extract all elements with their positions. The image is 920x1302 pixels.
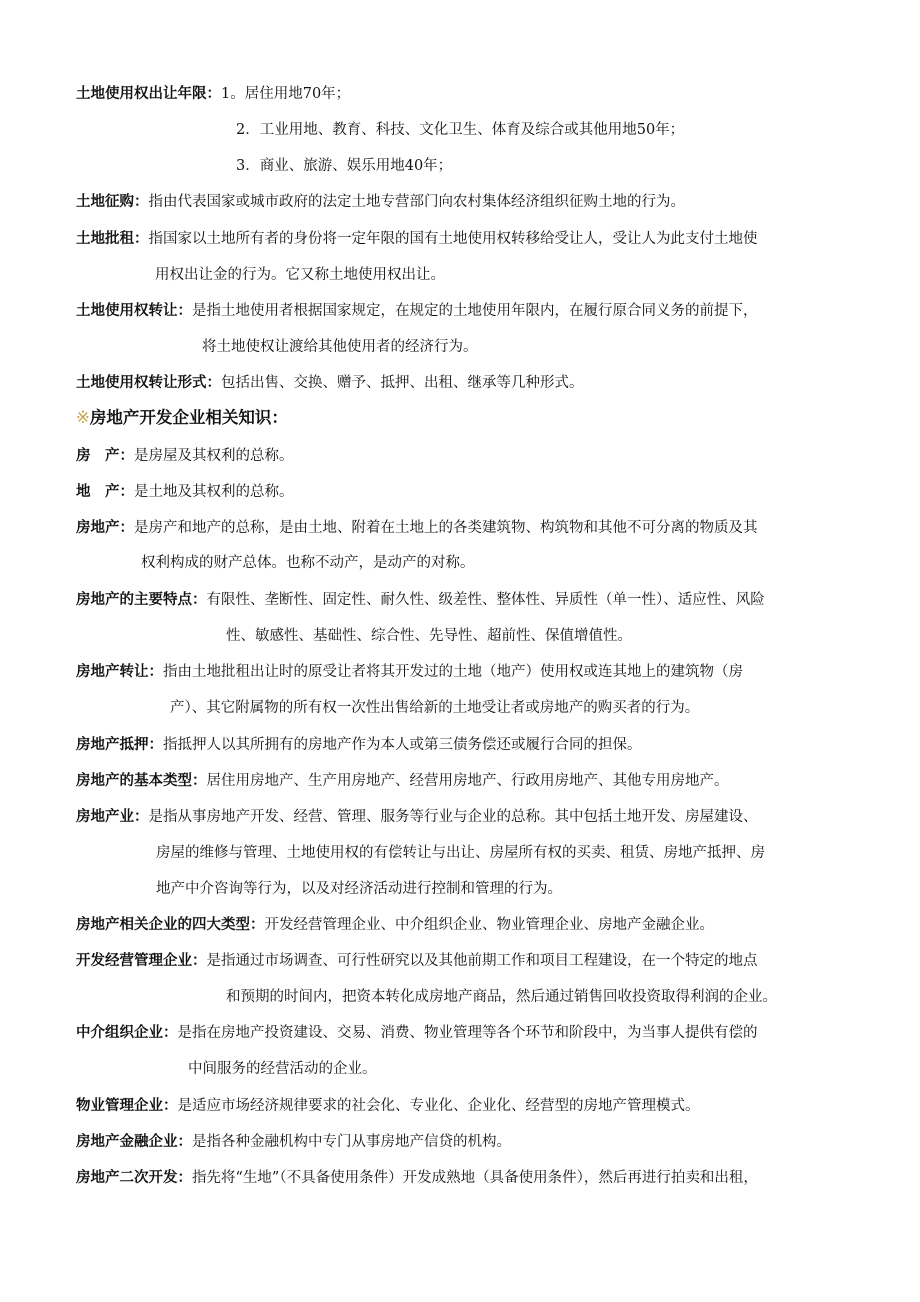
def-dichan-term: 地 产：: [76, 484, 134, 500]
def-fangchan-term: 房 产：: [76, 448, 134, 464]
land-transfer-forms-text: 包括出售、交换、赠予、抵押、出租、继承等几种形式。: [221, 375, 584, 391]
def-developer-line-1: [76, 951, 758, 971]
land-lease-line-1: [76, 229, 758, 249]
def-transfer-line-1: [76, 662, 743, 682]
def-agency-text-1: 是指在房地产投资建设、交易、消费、物业管理等各个环节和阶段中，为当事人提供有偿的: [177, 1025, 758, 1041]
land-term-term: 土地使用权出让年限：: [76, 86, 221, 102]
land-lease-text-2: 用权出让金的行为。它又称土地使用权出让。: [155, 267, 445, 283]
def-real-estate-line-2: [141, 553, 475, 573]
land-term-line-1: [76, 84, 350, 104]
land-transfer-line-2: [202, 337, 478, 357]
def-fangchan-text: 是房屋及其权利的总称。: [134, 448, 294, 464]
land-acquisition-line: [76, 192, 685, 212]
def-types-term: 房地产的基本类型：: [76, 773, 207, 789]
def-industry-text-2: 房屋的维修与管理、土地使用权的有偿转让与出让、房屋所有权的买卖、租赁、房地产抵押、房: [156, 845, 765, 861]
land-term-line-2: [236, 120, 684, 140]
def-real-estate-term: 房地产：: [76, 520, 134, 536]
def-types-text: 居住用房地产、生产用房地产、经营用房地产、行政用房地产、其他专用房地产。: [206, 773, 729, 789]
land-transfer-term: 土地使用权转让：: [76, 303, 192, 319]
def-dichan-line: [76, 482, 294, 502]
def-fangchan-line: [76, 446, 294, 466]
def-property-mgmt-line: [76, 1096, 700, 1116]
def-developer-line-2: [226, 987, 777, 1007]
land-term-item-3: 3．商业、旅游、娱乐用地40年；: [236, 158, 453, 174]
def-features-text-2: 性、敏感性、基础性、综合性、先导性、超前性、保值增值性。: [226, 628, 632, 644]
def-industry-text-3: 地产中介咨询等行为，以及对经济活动进行控制和管理的行为。: [156, 881, 562, 897]
land-transfer-text-2: 将土地使权让渡给其他使用者的经济行为。: [202, 339, 478, 355]
def-industry-term: 房地产业：: [76, 809, 149, 825]
land-transfer-text-1: 是指土地使用者根据国家规定，在规定的土地使用年限内，在履行原合同义务的前提下，: [192, 303, 758, 319]
def-industry-line-1: [76, 807, 758, 827]
def-transfer-term: 房地产转让：: [76, 664, 163, 680]
land-term-item-1: 1。居住用地70年；: [221, 86, 351, 102]
def-property-mgmt-text: 是适应市场经济规律要求的社会化、专业化、企业化、经营型的房地产管理模式。: [177, 1098, 700, 1114]
def-secondary-dev-term: 房地产二次开发：: [76, 1170, 192, 1186]
def-real-estate-text-2: 权利构成的财产总体。也称不动产，是动产的对称。: [141, 555, 475, 571]
def-finance-term: 房地产金融企业：: [76, 1134, 192, 1150]
def-mortgage-line: [76, 735, 642, 755]
land-term-item-2: 2．工业用地、教育、科技、文化卫生、体育及综合或其他用地50年；: [236, 122, 685, 138]
def-agency-text-2: 中间服务的经营活动的企业。: [188, 1061, 377, 1077]
def-transfer-text-2: 产）、其它附属物的所有权一次性出售给新的土地受让者或房地产的购买者的行为。: [170, 700, 700, 716]
def-four-types-text: 开发经营管理企业、中介组织企业、物业管理企业、房地产金融企业。: [264, 917, 714, 933]
land-lease-text-1: 指国家以土地所有者的身份将一定年限的国有土地使用权转移给受让人，受让人为此支付土地使: [148, 231, 758, 247]
def-developer-text-2: 和预期的时间内，把资本转化成房地产商品，然后通过销售回收投资取得利润的企业。: [226, 989, 777, 1005]
def-industry-text-1: 是指从事房地产开发、经营、管理、服务等行业与企业的总称。其中包括土地开发、房屋建设、: [148, 809, 758, 825]
def-features-term: 房地产的主要特点：: [76, 592, 207, 608]
def-four-types-line: [76, 915, 714, 935]
land-transfer-line-1: [76, 301, 758, 321]
def-real-estate-text-1: 是房产和地产的总称，是由土地、附着在土地上的各类建筑物、构筑物和其他不可分离的物质及其: [134, 520, 758, 536]
def-agency-line-2: [188, 1059, 377, 1079]
def-real-estate-line-1: [76, 518, 758, 538]
land-lease-term: 土地批租：: [76, 231, 149, 247]
section-title: 房地产开发企业相关知识：: [89, 408, 288, 427]
land-term-line-3: [236, 156, 452, 176]
reference-mark-icon: ※: [76, 408, 90, 427]
land-acquisition-text: 指由代表国家或城市政府的法定土地专营部门向农村集体经济组织征购土地的行为。: [148, 194, 685, 210]
def-mortgage-text: 指抵押人以其所拥有的房地产作为本人或第三债务偿还或履行合同的担保。: [163, 737, 642, 753]
def-secondary-dev-text: 指先将“生地”（不具备使用条件）开发成熟地（具备使用条件），然后再进行拍卖和出租，: [192, 1170, 758, 1186]
def-features-line-2: [226, 626, 632, 646]
def-agency-term: 中介组织企业：: [76, 1025, 178, 1041]
def-features-line-1: [76, 590, 765, 610]
def-developer-text-1: 是指通过市场调查、可行性研究以及其他前期工作和项目工程建设，在一个特定的地点: [206, 953, 758, 969]
land-lease-line-2: [155, 265, 445, 285]
land-transfer-forms-line: [76, 373, 584, 393]
section-heading: [76, 408, 288, 428]
def-transfer-text-1: 指由土地批租出让时的原受让者将其开发过的土地（地产）使用权或连其地上的建筑物（房: [163, 664, 743, 680]
def-finance-line: [76, 1132, 511, 1152]
def-property-mgmt-term: 物业管理企业：: [76, 1098, 178, 1114]
def-finance-text: 是指各种金融机构中专门从事房地产信贷的机构。: [192, 1134, 511, 1150]
def-dichan-text: 是土地及其权利的总称。: [134, 484, 294, 500]
def-developer-term: 开发经营管理企业：: [76, 953, 207, 969]
def-features-text-1: 有限性、垄断性、固定性、耐久性、级差性、整体性、异质性（单一性）、适应性、风险: [206, 592, 765, 608]
def-agency-line-1: [76, 1023, 758, 1043]
def-secondary-dev-line: [76, 1168, 758, 1188]
def-types-line: [76, 771, 729, 791]
def-transfer-line-2: [170, 698, 699, 718]
def-mortgage-term: 房地产抵押：: [76, 737, 163, 753]
land-acquisition-term: 土地征购：: [76, 194, 149, 210]
def-industry-line-2: [156, 843, 765, 863]
def-industry-line-3: [156, 879, 562, 899]
def-four-types-term: 房地产相关企业的四大类型：: [76, 917, 265, 933]
land-transfer-forms-term: 土地使用权转让形式：: [76, 375, 221, 391]
